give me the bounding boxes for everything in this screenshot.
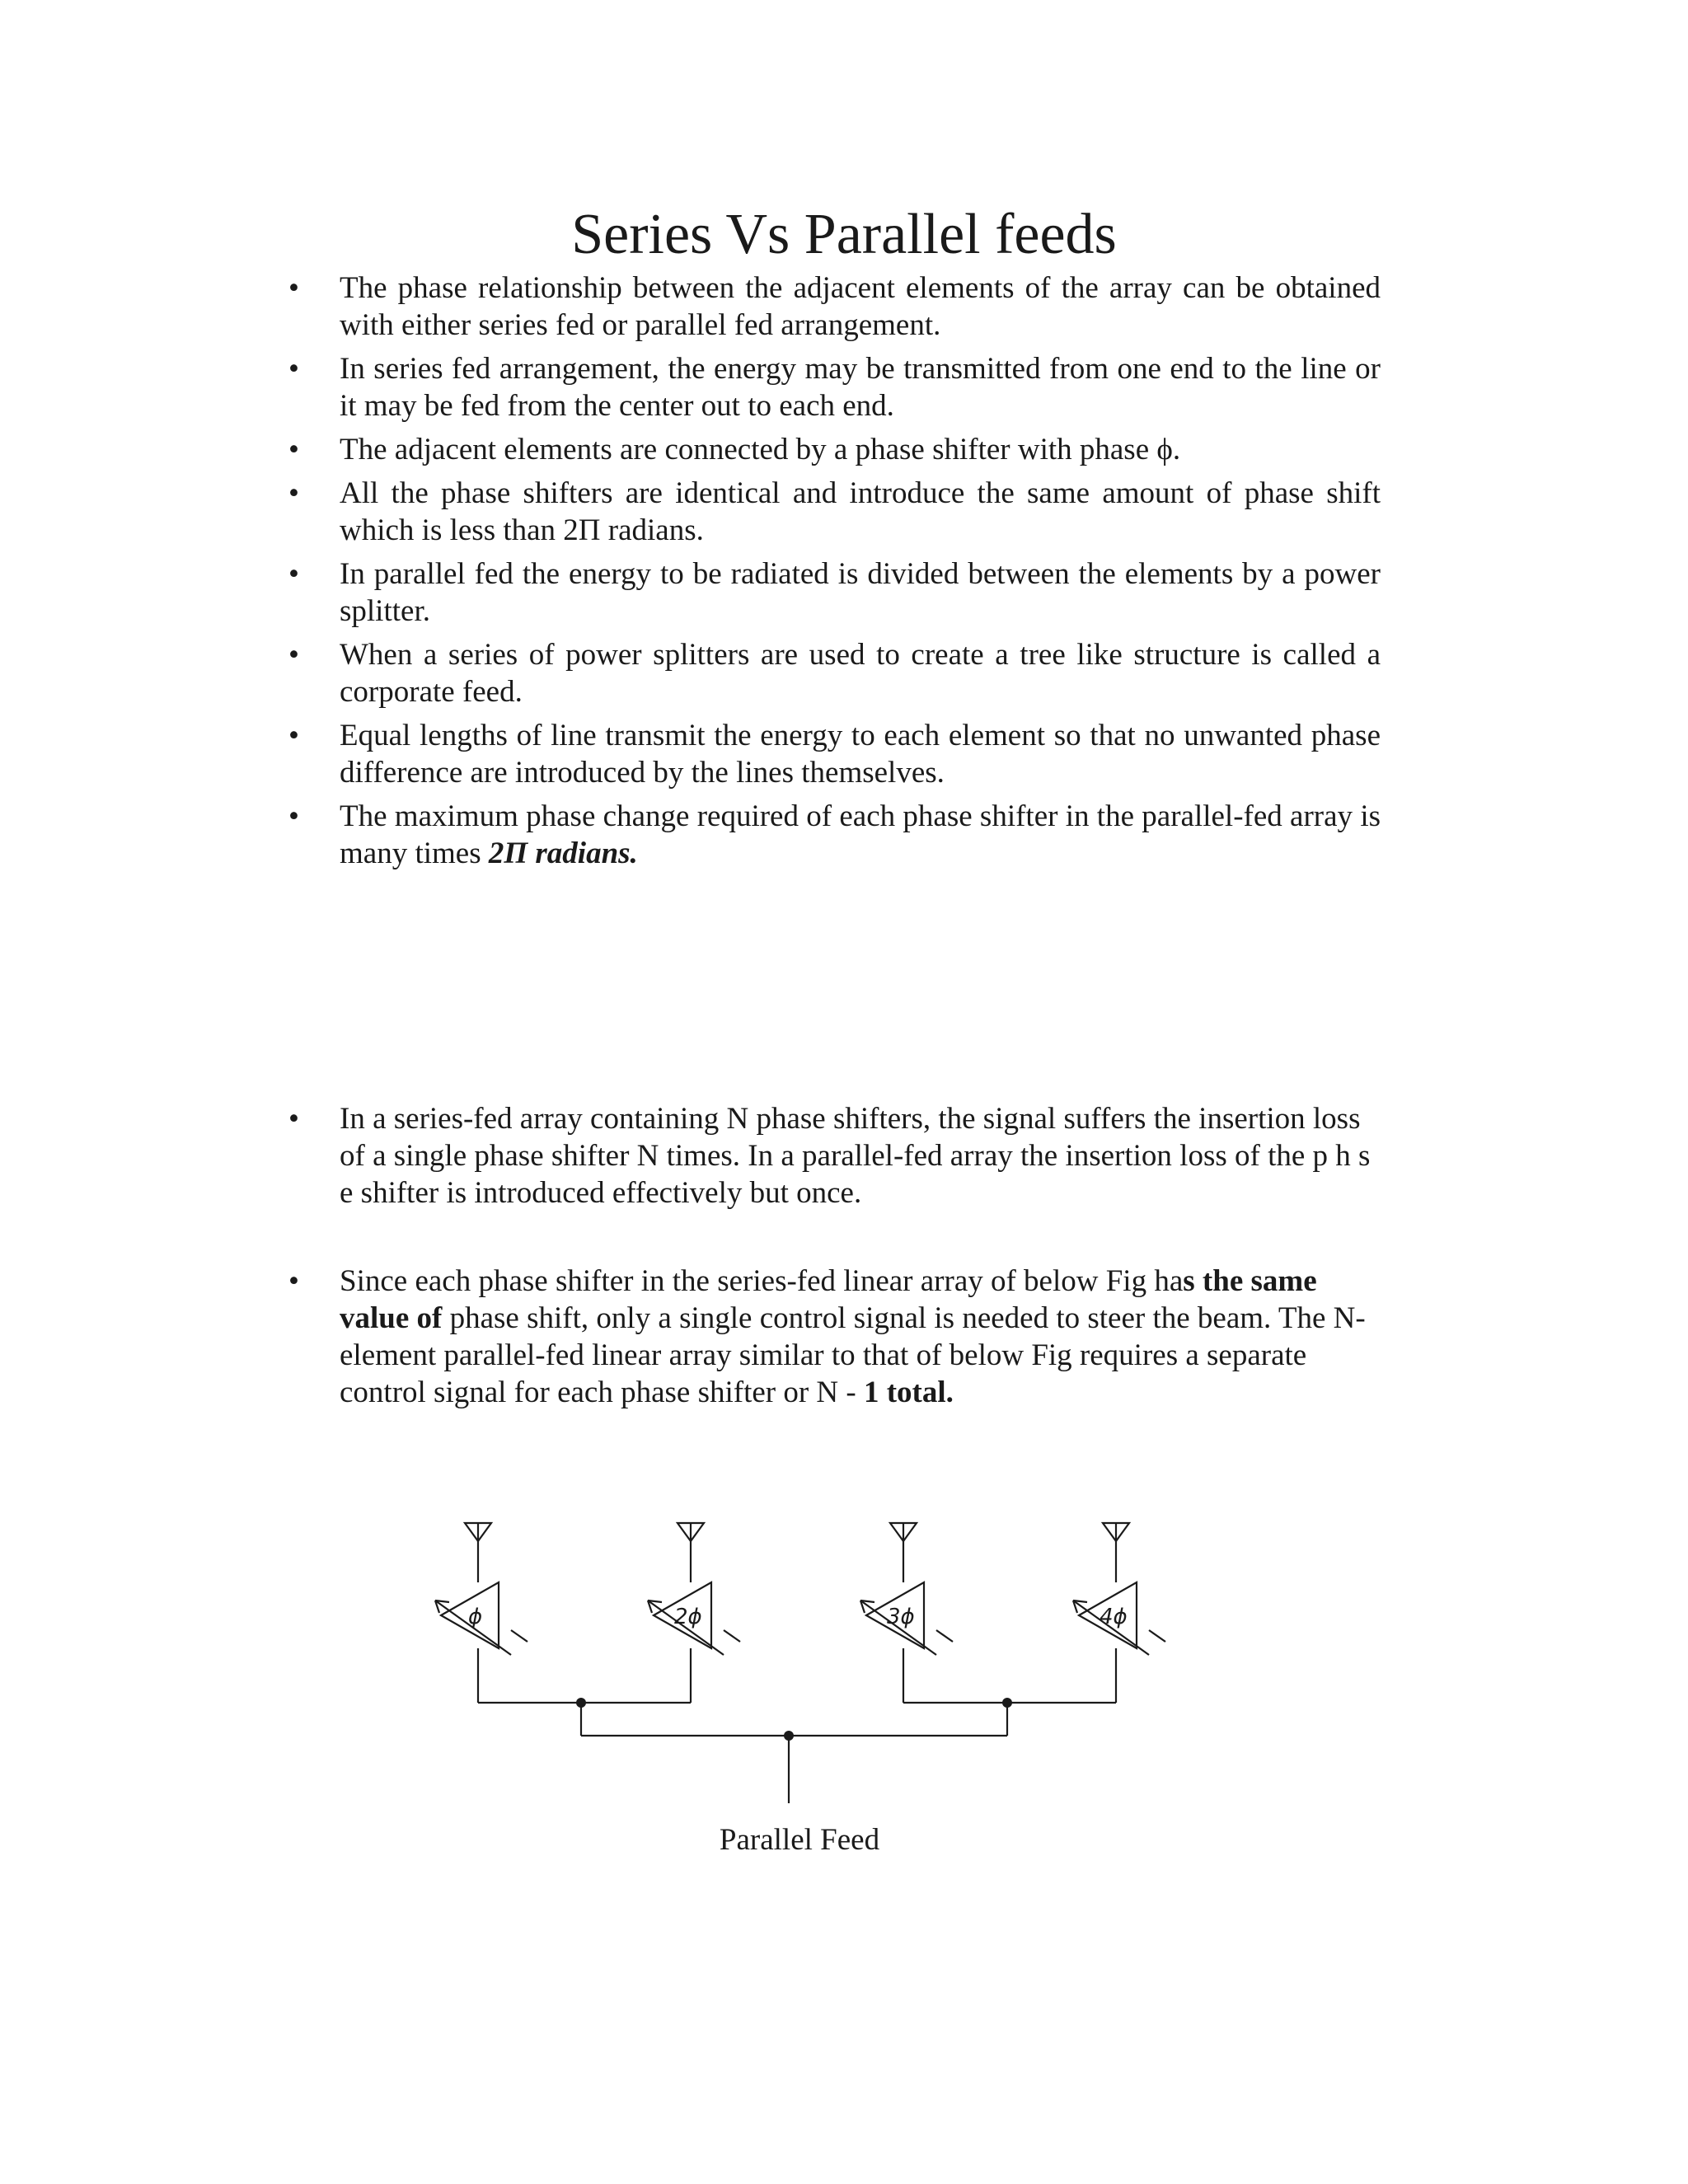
bullet-mark: • bbox=[288, 719, 299, 752]
antenna-icon bbox=[1103, 1523, 1129, 1541]
splitter-junction-center bbox=[784, 1731, 794, 1741]
arrowhead-icon bbox=[1073, 1601, 1087, 1613]
bullet-mark: • bbox=[288, 433, 299, 466]
array-element-4 bbox=[1073, 1523, 1165, 1703]
array-element-3 bbox=[860, 1523, 953, 1703]
phase-shifter-triangle bbox=[441, 1582, 499, 1648]
bullet-text: The phase relationship between the adjacent elements of the array can be obtained with either series fed or parallel fed arrangement. bbox=[340, 271, 1381, 342]
bullet-item bbox=[288, 475, 1381, 549]
bullet-mark: • bbox=[288, 799, 299, 833]
arrowhead-icon bbox=[648, 1601, 662, 1613]
array-element-1 bbox=[435, 1523, 528, 1703]
splitter-junction-right bbox=[1002, 1698, 1012, 1708]
phase-shifter-label: 2ϕ bbox=[674, 1605, 702, 1629]
phase-shifter-triangle bbox=[654, 1582, 711, 1648]
corporate-feed-tree bbox=[478, 1698, 1116, 1803]
bullet-text: In a series-fed array containing N phase shifters, the signal suffers the insertion loss of a single phase shifter N times. In a parallel-fed array the insertion loss of the p h s e shifter is introduced effectively but once. bbox=[340, 1102, 1371, 1210]
bullet-item bbox=[288, 350, 1381, 424]
bullet-item bbox=[288, 269, 1381, 344]
splitter-junction-left bbox=[576, 1698, 586, 1708]
antenna-icon bbox=[678, 1523, 704, 1541]
arrowhead-icon bbox=[860, 1601, 874, 1613]
bullet-emphasis: 2Π radians. bbox=[488, 837, 638, 870]
bullet-item bbox=[288, 431, 1381, 468]
bullet-item bbox=[288, 717, 1381, 791]
bullet-item bbox=[288, 555, 1381, 630]
bullet-item bbox=[288, 1263, 1381, 1411]
phase-shifter-label: ϕ bbox=[468, 1605, 483, 1629]
bullet-text: Since each phase shifter in the series-fed linear array of below Fig ha bbox=[340, 1264, 1184, 1298]
bullet-item bbox=[288, 1100, 1381, 1212]
page-title: Series Vs Parallel feeds bbox=[571, 202, 1117, 266]
bullet-mark: • bbox=[288, 271, 299, 305]
shifter-arrow-line bbox=[1073, 1601, 1149, 1655]
shifter-arrow-line bbox=[435, 1601, 511, 1655]
phase-shifter-triangle bbox=[866, 1582, 924, 1648]
bullet-mark: • bbox=[288, 638, 299, 672]
shifter-tail-line bbox=[1149, 1630, 1165, 1642]
bullet-text: In parallel fed the energy to be radiated is divided between the elements by a power splitter. bbox=[340, 557, 1381, 628]
bullet-list-top bbox=[288, 269, 1381, 879]
phase-shifter-label: 3ϕ bbox=[887, 1605, 915, 1629]
shifter-arrow-line bbox=[648, 1601, 724, 1655]
antenna-icon bbox=[465, 1523, 491, 1541]
bullet-mark: • bbox=[288, 1102, 299, 1136]
bullet-text: The maximum phase change required of each phase shifter in the parallel-fed array is many times bbox=[340, 799, 1381, 870]
figure-caption: Parallel Feed bbox=[719, 1823, 880, 1857]
bullet-text: All the phase shifters are identical and introduce the same amount of phase shift which is less than 2Π radians. bbox=[340, 476, 1381, 547]
arrowhead-icon bbox=[435, 1601, 449, 1613]
antenna-icon bbox=[890, 1523, 917, 1541]
bullet-mark: • bbox=[288, 557, 299, 591]
bullet-text: When a series of power splitters are used to create a tree like structure is called a corporate feed. bbox=[340, 638, 1381, 709]
shifter-arrow-line bbox=[860, 1601, 936, 1655]
bullet-mark: • bbox=[288, 1264, 299, 1298]
bullet-mark: • bbox=[288, 352, 299, 386]
bullet-text: Equal lengths of line transmit the energy to each element so that no unwanted phase difference are introduced by the lines themselves. bbox=[340, 719, 1381, 790]
shifter-tail-line bbox=[936, 1630, 953, 1642]
bullet-item bbox=[288, 636, 1381, 710]
shifter-tail-line bbox=[511, 1630, 528, 1642]
phase-shifter-triangle bbox=[1079, 1582, 1137, 1648]
bullet-text: The adjacent elements are connected by a phase shifter with phase ϕ. bbox=[340, 433, 1181, 466]
bullet-item bbox=[288, 798, 1381, 872]
phase-shifter-label: 4ϕ bbox=[1100, 1605, 1128, 1629]
bullet-mark: • bbox=[288, 476, 299, 510]
shifter-tail-line bbox=[724, 1630, 740, 1642]
bullet-bold-text: 1 total. bbox=[863, 1376, 954, 1409]
bullet-bold-text: s the same value of bbox=[340, 1264, 1317, 1335]
bullet-text: phase shift, only a single control signal is needed to steer the beam. The N-element parallel-fed linear array similar to that of below Fig requires a separate control signal for each phase shifter or N - bbox=[340, 1301, 1366, 1409]
array-element-2 bbox=[648, 1523, 740, 1703]
bullet-text: In series fed arrangement, the energy may be transmitted from one end to the line or it may be fed from the center out to each end. bbox=[340, 352, 1381, 423]
bullet-list-bottom bbox=[288, 1100, 1381, 1462]
